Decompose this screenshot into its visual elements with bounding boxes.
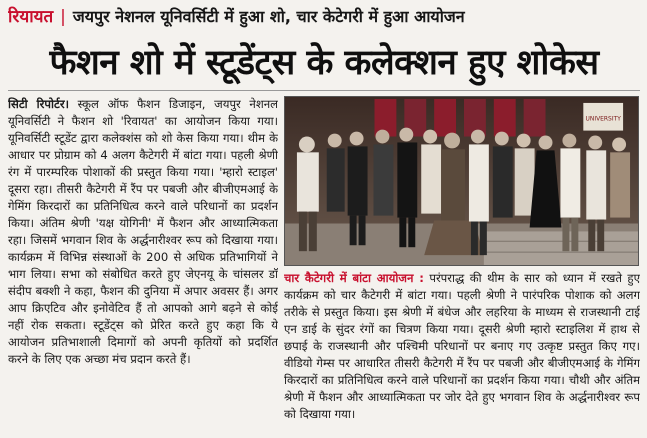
article-body-left: स्कूल ऑफ फैशन डिजाइन, जयपुर नेशनल यूनिवर्सिटी ने फैशन शो 'रिवायत' का आयोजन किया गया। यूनिवर्सिटी स्टूडेंट द्वारा कलेक्शंस को शो केस किया गया। थीम के आधार पर प्रोग्राम को 4 अलग कैटेगरी में बांटा गया। पहली श्रेणी रंग में पारम्परिक पोशाकों की प्रस्तुत किया गया। 'म्हारो स्टाइल' दूसरा रहा। तीसरी कैटेगरी में रैंप पर पबजी और बीजीएमआई के गेमिंग किरदारों का प्रतिनिधित्व करने वाले परिधानों का प्रदर्शन किया। अंतिम श्रेणी 'यक्ष योगिनी' में फैशन और आध्यात्मिकता रहा। जिसमें भगवान शिव के अर्द्धनारीश्वर रूप को दिखाया गया। कार्यक्रम में विभिन्न संस्थाओं के 200 से अधिक प्रतिभागियों ने भाग लिया। सभा को संबोधित करते हुए जेएनयू के चांसलर डॉ संदीप बक्शी ने कहा, फैशन की दुनिया में अपार अवसर हैं। अगर आप क्रिएटिव और इनोवेटिव हैं तो आपको आगे बढ़ने से कोई नहीं रोक सकता। स्टूडेंट्स को प्रेरित करते हुए कहा कि ये आयोजन प्रतिभाशाली दिमागों को अपनी कृतियों को प्रदर्शित करने के लिए एक अच्छा मंच प्रदान करते हैं। [8, 97, 278, 366]
university-banner-text: UNIVERSITY [585, 115, 621, 123]
headline-divider [8, 90, 640, 91]
backdrop-banner [494, 99, 516, 137]
subheadline: जयपुर नेशनल यूनिवर्सिटी में हुआ शो, चार केटेगरी में हुआ आयोजन [72, 7, 465, 26]
kicker-separator: | [60, 7, 66, 27]
article-left-column [8, 96, 278, 432]
headline: फैशन शो में स्टूडेंट्स के कलेक्शन हुए शोकेस [49, 43, 599, 83]
byline: सिटी रिपोर्टर [8, 97, 65, 111]
section-heading: चार कैटेगरी में बांटा आयोजन : [284, 271, 424, 285]
kicker-label: रियायत [8, 7, 54, 27]
event-photo [284, 96, 639, 266]
byline-separator: । [64, 97, 69, 111]
article-body-right: परंपराद्ध की थीम के सार को ध्यान में रखते हुए कार्यक्रम को चार कैटेगरी में बांटा गया। पहली श्रेणी ने पारंपरिक पोशाक को अलग तरीके से प्रस्तुत किया। इस श्रेणी में बंधेज और लहरिया के माध्यम से राजस्थानी टाई एन डाई के सुंदर रंगों का चित्रण किया गया। दूसरी श्रेणी म्हारो स्टाइलिश में हाथ से छपाई के राजस्थानी और पश्चिमी परिधानों पर बनाए गए उत्कृष्ट प्रस्तुत किए गए। वीडियो गेम्स पर आधारित तीसरी कैटेगरी में रैंप पर पबजी और बीजीएमआई के गेमिंग किरदारों का प्रतिनिधित्व करने वाले परिधानों का प्रदर्शन किया गया। चौथी और अंतिम श्रेणी में फैशन और आध्यात्मिकता पर जोर देते हुए भगवान शिव के अर्द्धनारीश्वर रूप को दिखाया गया। [284, 271, 640, 421]
kicker-row [8, 4, 640, 30]
backdrop-banner [524, 99, 546, 137]
article-right-column [284, 270, 640, 432]
backdrop-banner [434, 99, 456, 137]
event-photo-illustration [285, 97, 638, 265]
stage-steps [484, 231, 638, 265]
